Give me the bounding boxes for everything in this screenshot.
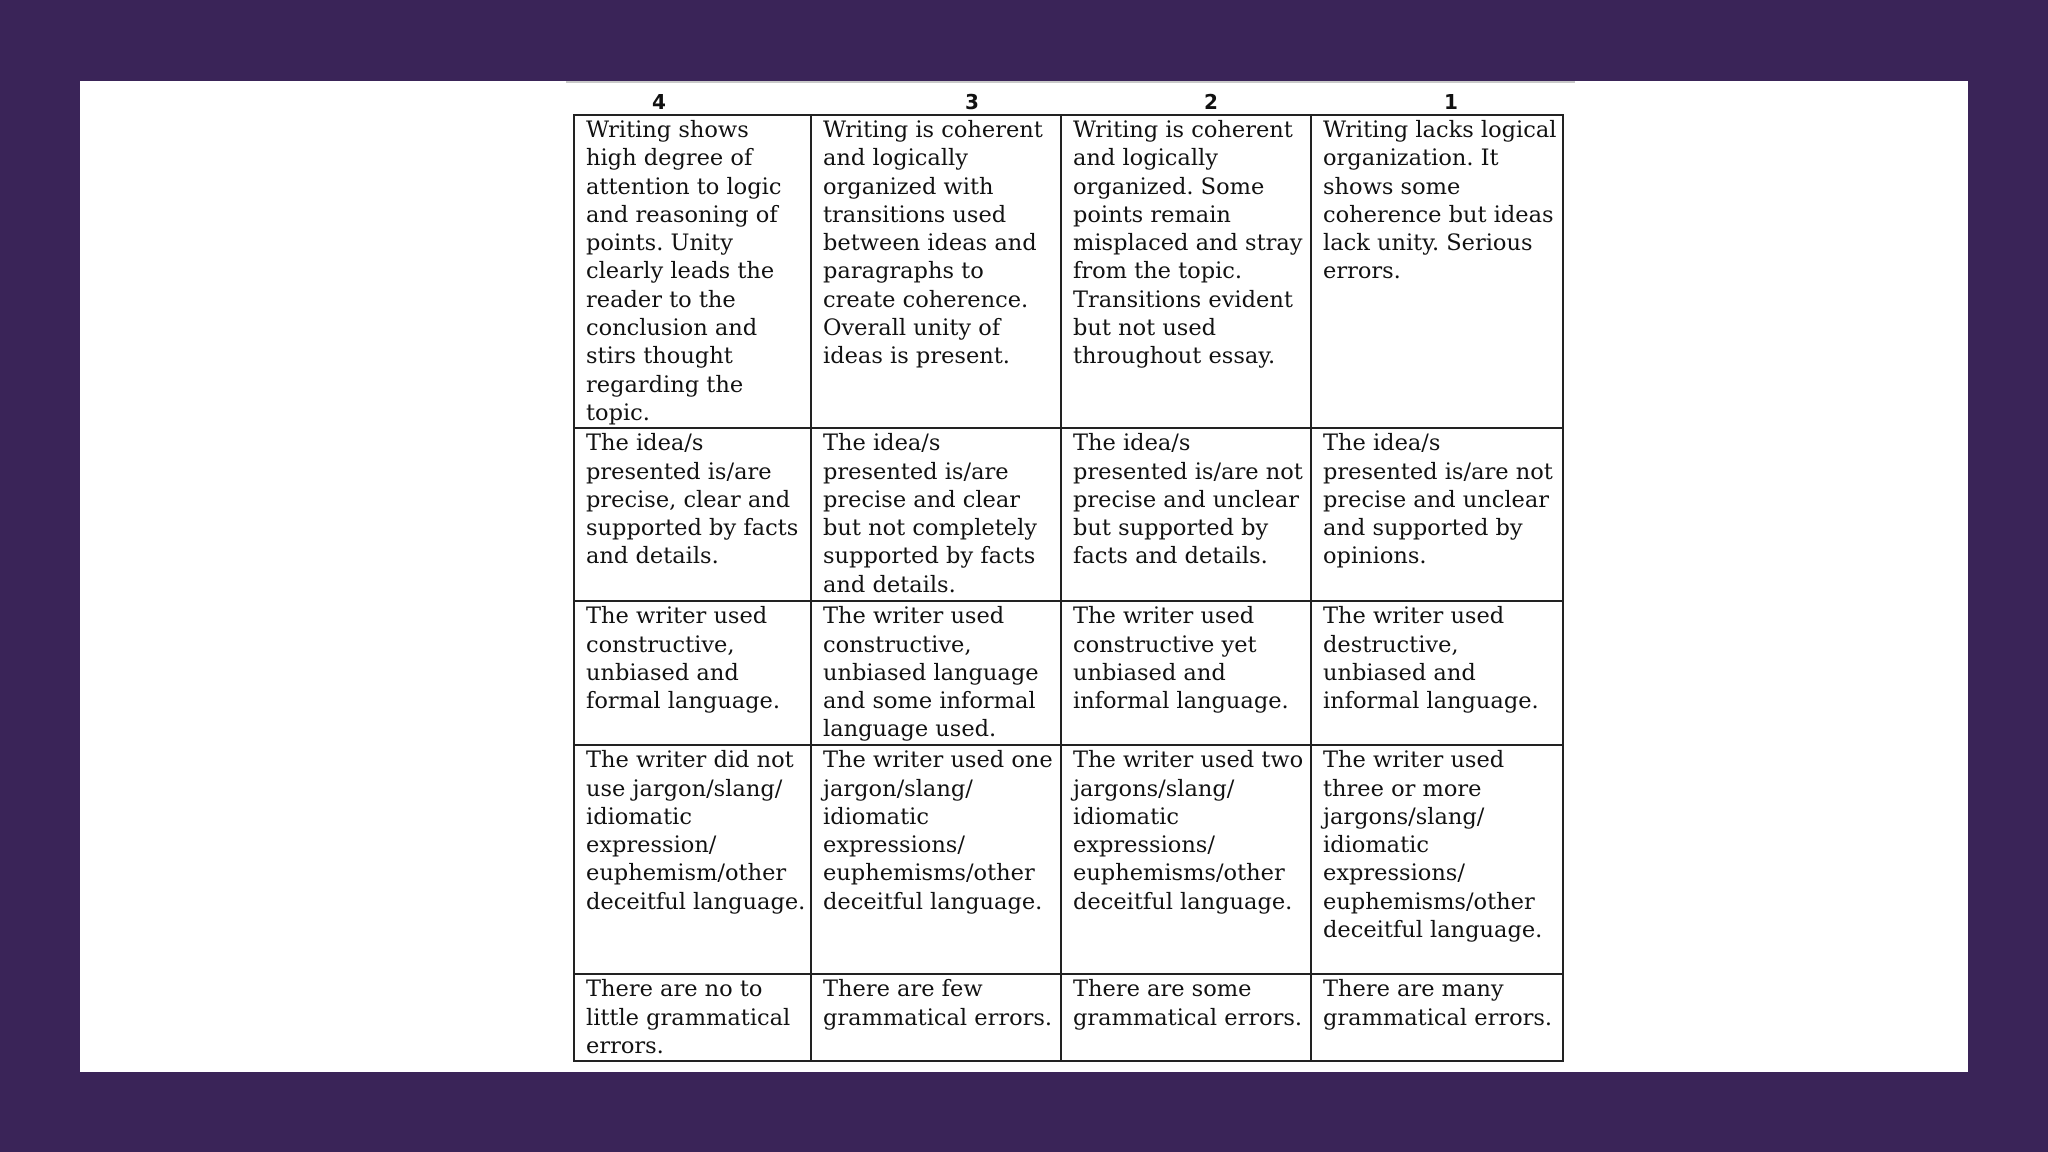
score-header-2: 2: [1204, 90, 1218, 114]
rubric-cell: Writing is coherent and logically organized with transitions used between ideas and paragraphs to create coherence. Overall unity of ideas is present.: [811, 115, 1061, 428]
rubric-cell: The writer used two jargons/slang/ idiomatic expressions/ euphemisms/other deceitful language.: [1061, 745, 1311, 974]
rubric-row-grammar: [574, 974, 1563, 1061]
score-header-1: 1: [1444, 90, 1458, 114]
rubric-header-row: [574, 84, 1563, 115]
score-header-4: 4: [652, 90, 666, 114]
rubric-row-ideas: [574, 428, 1563, 601]
rubric-cell: The writer used destructive, unbiased and informal language.: [1311, 601, 1563, 745]
rubric-row-jargon: [574, 745, 1563, 974]
rubric-cell: The writer used one jargon/slang/ idiomatic expressions/ euphemisms/other deceitful language.: [811, 745, 1061, 974]
rubric-table: [573, 84, 1564, 1062]
rubric-cell: There are many grammatical errors.: [1311, 974, 1563, 1061]
rubric-cell: The writer used constructive, unbiased language and some informal language used.: [811, 601, 1061, 745]
rubric-cell: The writer used constructive yet unbiased and informal language.: [1061, 601, 1311, 745]
top-rule-divider: [566, 81, 1575, 83]
rubric-cell: The writer used three or more jargons/slang/ idiomatic expressions/ euphemisms/other deceitful language.: [1311, 745, 1563, 974]
rubric-cell: Writing shows high degree of attention to logic and reasoning of points. Unity clearly leads the reader to the conclusion and stirs thought regarding the topic.: [574, 115, 811, 428]
rubric-cell: There are some grammatical errors.: [1061, 974, 1311, 1061]
rubric-cell: The writer did not use jargon/slang/ idiomatic expression/ euphemism/other deceitful language.: [574, 745, 811, 974]
rubric-cell: Writing is coherent and logically organized. Some points remain misplaced and stray from the topic. Transitions evident but not used throughout essay.: [1061, 115, 1311, 428]
rubric-cell: The idea/s presented is/are precise, clear and supported by facts and details.: [574, 428, 811, 601]
rubric-cell: There are few grammatical errors.: [811, 974, 1061, 1061]
rubric-cell: There are no to little grammatical errors.: [574, 974, 811, 1061]
rubric-cell: The idea/s presented is/are not precise and unclear and supported by opinions.: [1311, 428, 1563, 601]
slide-canvas: [80, 81, 1968, 1072]
rubric-cell: The idea/s presented is/are not precise and unclear but supported by facts and details.: [1061, 428, 1311, 601]
score-header-3: 3: [965, 90, 979, 114]
rubric-cell: The idea/s presented is/are precise and clear but not completely supported by facts and details.: [811, 428, 1061, 601]
rubric-cell: Writing lacks logical organization. It shows some coherence but ideas lack unity. Serious errors.: [1311, 115, 1563, 428]
rubric-row-organization: [574, 115, 1563, 428]
rubric-cell: The writer used constructive, unbiased and formal language.: [574, 601, 811, 745]
rubric-row-language-tone: [574, 601, 1563, 745]
